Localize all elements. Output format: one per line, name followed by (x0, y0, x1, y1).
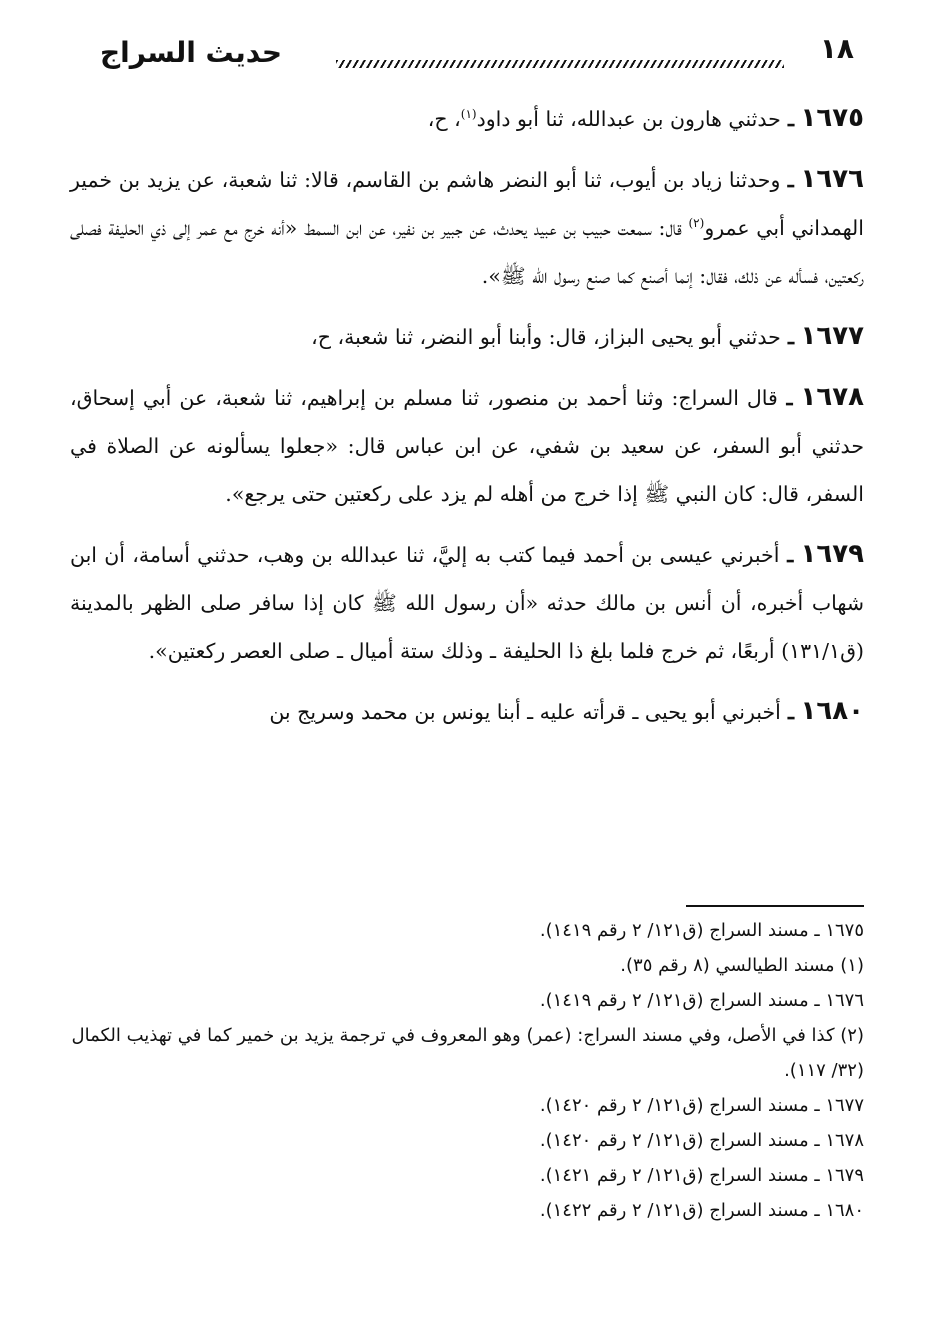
footnotes (70, 913, 864, 1228)
hadith-text-tail: ، ح، (427, 107, 461, 131)
hadith-number: ١٦٧٨ (800, 382, 864, 412)
hadith-number: ١٦٧٧ (800, 321, 864, 351)
main-text (70, 94, 864, 748)
hadith-entry: ١٦٧٨ ـ قال السراج: وثنا أحمد بن منصور، ثنا مسلم بن إبراهيم، ثنا شعبة، عن أبي إسحاق، حدثني أبو السفر، عن سعيد بن شفي، عن ابن عباس قال: «جعلوا يسألونه عن الصلاة في السفر، قال: كان النبي ﷺ إذا خرج من أهله لم يزد على ركعتين حتى يرجع». (70, 382, 864, 506)
hadith-text: وحدثنا زياد بن أيوب، ثنا أبو النضر هاشم بن القاسم، قالا: ثنا شعبة، عن يزيد بن خمير الهمداني أبي عمرو (70, 168, 864, 240)
hadith-text: حدثني أبو يحيى البزاز، قال: وأبنا أبو النضر، ثنا شعبة، ح، (311, 325, 781, 349)
footnote-ref: (١) (460, 107, 477, 122)
hadith-text: حدثني هارون بن عبدالله، ثنا أبو داود (476, 107, 781, 131)
hadith-entry: ١٦٧٦ ـ وحدثنا زياد بن أيوب، ثنا أبو النضر هاشم بن القاسم، قالا: ثنا شعبة، عن يزيد بن خمير الهمداني أبي عمرو$^{(٢)}$ قال: سمعت حبيب بن عبيد يحدث، عن جبير بن نفير، عن ابن السمط «أنه خرج مع عمر إلى ذي الحليفة فصلى ركعتين، فسأله عن ذلك، فقال: إنما أصنع كما صنع رسول الله ﷺ». (70, 164, 864, 288)
hadith-text: أخبرني أبو يحيى ـ قرأته عليه ـ أبنا يونس بن محمد وسريج بن (269, 700, 781, 724)
footnote-separator (686, 905, 864, 907)
hadith-entry: ١٦٨٠ ـ أخبرني أبو يحيى ـ قرأته عليه ـ أبنا يونس بن محمد وسريج بن (269, 696, 864, 726)
hadith-text: قال السراج: وثنا أحمد بن منصور، ثنا مسلم بن إبراهيم، ثنا شعبة، عن أبي إسحاق، حدثني أبو السفر، عن سعيد بن شفي، عن ابن عباس قال: «جعلوا يسألونه عن الصلاة في السفر، قال: كان النبي ﷺ إذا خرج من أهله لم يزد على ركعتين حتى يرجع». (70, 386, 864, 506)
hadith-number: ١٦٨٠ (800, 696, 864, 726)
hadith-number: ١٦٧٩ (800, 539, 864, 569)
hadith-entry: ١٦٧٧ ـ حدثني أبو يحيى البزاز، قال: وأبنا أبو النضر، ثنا شعبة، ح، (311, 321, 864, 351)
hadith-number: ١٦٧٦ (800, 164, 864, 194)
running-title: حديث السراج (100, 36, 283, 69)
footnote: ١٦٧٥ ـ مسند السراج (ق١٢١/ ٢ رقم ١٤١٩). (539, 920, 864, 941)
footnote: ١٦٨٠ ـ مسند السراج (ق١٢١/ ٢ رقم ١٤٢٢). (539, 1200, 864, 1221)
footnote: ١٦٧٦ ـ مسند السراج (ق١٢١/ ٢ رقم ١٤١٩). (539, 990, 864, 1011)
footnote-ref: (٢) (688, 216, 705, 231)
footnote: ١٦٧٨ ـ مسند السراج (ق١٢١/ ٢ رقم ١٤٢٠). (539, 1130, 864, 1151)
hadith-text: أخبرني عيسى بن أحمد فيما كتب به إليَّ، ثنا عبدالله بن وهب، حدثني أسامة، أن ابن شهاب أخبره، أن أنس بن مالك حدثه «أن رسول الله ﷺ كان إذا سافر صلى الظهر بالمدينة (ق١٣١/١) أربعًا، ثم خرج فلما بلغ ذا الحليفة ـ وذلك ستة أميال ـ صلى العصر ركعتين». (70, 543, 864, 663)
hadith-entry: ١٦٧٥ ـ حدثني هارون بن عبدالله، ثنا أبو داود$^{(١)}$، ح، (427, 103, 864, 133)
hadith-entry: ١٦٧٩ ـ أخبرني عيسى بن أحمد فيما كتب به إليَّ، ثنا عبدالله بن وهب، حدثني أسامة، أن ابن شهاب أخبره، أن أنس بن مالك حدثه «أن رسول الله ﷺ كان إذا سافر صلى الظهر بالمدينة (ق١٣١/١) أربعًا، ثم خرج فلما بلغ ذا الحليفة ـ وذلك ستة أميال ـ صلى العصر ركعتين». (70, 539, 864, 663)
footnote: (١) مسند الطيالسي (٨ رقم ٣٥). (620, 955, 864, 976)
page-number: ١٨ (819, 32, 854, 65)
hadith-text-tail: قال: سمعت حبيب بن عبيد يحدث، عن جبير بن نفير، عن ابن السمط «أنه خرج مع عمر إلى ذي الحليفة فصلى ركعتين، فسأله عن ذلك، فقال: إنما أصنع كما صنع رسول الله ﷺ». (70, 216, 864, 288)
footnote: ١٦٧٧ ـ مسند السراج (ق١٢١/ ٢ رقم ١٤٢٠). (539, 1095, 864, 1116)
footnote: (٢) كذا في الأصل، وفي مسند السراج: (عمر) وهو المعروف في ترجمة يزيد بن خمير كما في تهذيب الكمال (٣٢/ ١١٧). (71, 1025, 864, 1081)
footnote: ١٦٧٩ ـ مسند السراج (ق١٢١/ ٢ رقم ١٤٢١). (539, 1165, 864, 1186)
hadith-number: ١٦٧٥ (800, 103, 864, 133)
header-hatched-rule (336, 60, 784, 68)
page-header (100, 32, 854, 82)
